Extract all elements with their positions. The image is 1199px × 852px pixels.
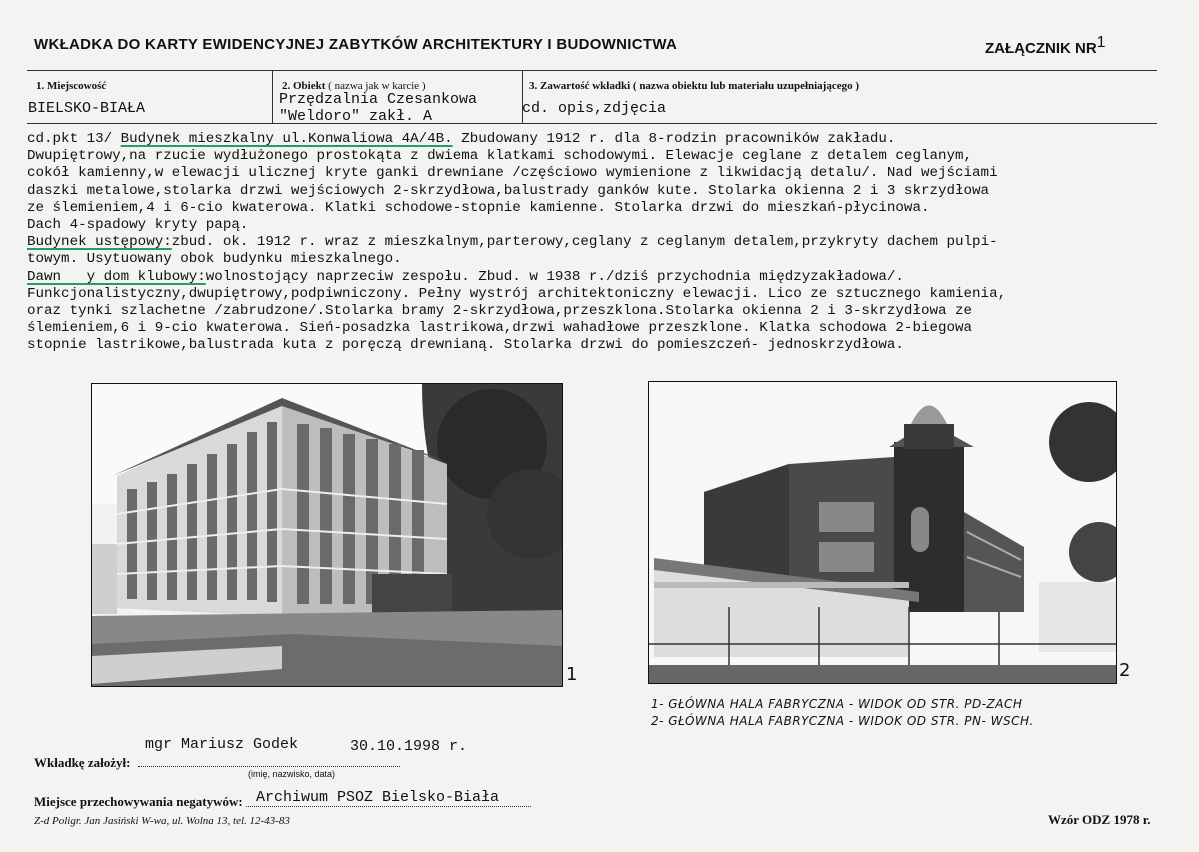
printer-info: Z-d Poligr. Jan Jasiński W-wa, ul. Wolna 13, tel. 12-43-83 bbox=[34, 815, 290, 827]
photo-caption-2: 2- GŁÓWNA HALA FABRYCZNA - WIDOK OD STR. PN- WSCH. bbox=[651, 714, 1034, 728]
body-line-7a: Budynek ustępowy: bbox=[27, 234, 172, 251]
table-top-rule bbox=[27, 70, 1157, 71]
body-line-13: stopnie lastrikowe,balustrada kuta z poręczą drewnianą. Stolarka drzwi do pomieszczeń- jednoskrzydłowa. bbox=[27, 337, 904, 354]
author-name: mgr Mariusz Godek bbox=[145, 736, 299, 753]
body-line-9b: wolnostojący naprzeciw zespołu. Zbud. w 1938 r./dziś przychodnia międzyzakładowa/. bbox=[205, 268, 904, 285]
photo-2-image bbox=[649, 382, 1116, 683]
photo-1-number: 1 bbox=[566, 664, 578, 685]
field-3-hint: ( nazwa obiektu lub materiału uzupełniającego ) bbox=[632, 80, 860, 92]
form-version: Wzór ODZ 1978 r. bbox=[1048, 812, 1151, 827]
body-line-1a: cd.pkt 13/ bbox=[27, 131, 121, 147]
field-2-label-text: 2. Obiekt bbox=[282, 80, 326, 92]
photo-caption-1: 1- GŁÓWNA HALA FABRYCZNA - WIDOK OD STR. PD-ZACH bbox=[651, 697, 1023, 711]
body-line-1c: Zbudowany 1912 r. dla 8-rodzin pracowników zakładu. bbox=[452, 131, 896, 147]
body-line-8: towym. Usytuowany obok budynku mieszkalnego. bbox=[27, 251, 402, 268]
author-date: 30.10.1998 r. bbox=[350, 738, 468, 755]
field-2-hint: ( nazwa jak w karcie ) bbox=[328, 80, 426, 92]
field-2-value-line-2: "Weldoro" zakł. A bbox=[279, 108, 433, 125]
attachment-number-value: 1 bbox=[1096, 34, 1106, 51]
body-line-7 bbox=[27, 234, 1187, 251]
photo-2 bbox=[648, 381, 1117, 684]
body-line-9a: Dawn y dom klubowy: bbox=[27, 268, 206, 285]
author-dotted-line bbox=[138, 765, 400, 767]
attachment-number bbox=[985, 34, 1106, 57]
body-line-12: ślemieniem,6 i 9-cio kwaterowa. Sień-posadzka lastrikowa,drzwi wahadłowe przeszklone. Klatka schodowa 2-biegowa bbox=[27, 320, 973, 337]
body-line-3: cokół kamienny,w elewacji ulicznej kryte ganki drewniane /częściowo wymienione z likwidacją detalu/. Nad wejściami bbox=[27, 165, 998, 182]
body-line-7b: zbud. ok. 1912 r. wraz z mieszkalnym,parterowy,ceglany z ceglanym detalem,przykryty dachem pulpi- bbox=[171, 234, 998, 251]
table-bottom-rule bbox=[27, 123, 1157, 124]
description-text bbox=[27, 131, 1187, 355]
body-line-1b: Budynek mieszkalny ul.Konwaliowa 4A/4B. bbox=[120, 131, 453, 147]
body-line-5: ze ślemieniem,4 i 6-cio kwaterowa. Klatki schodowe-stopnie kamienne. Stolarka drzwi do mieszkań-płycinowa. bbox=[27, 199, 930, 216]
field-3-value: cd. opis,zdjęcia bbox=[522, 100, 667, 117]
table-divider-1 bbox=[272, 70, 273, 124]
field-2-value bbox=[279, 91, 477, 125]
field-1-value: BIELSKO-BIAŁA bbox=[28, 100, 146, 117]
form-title: WKŁADKA DO KARTY EWIDENCYJNEJ ZABYTKÓW ARCHITEKTURY I BUDOWNICTWA bbox=[34, 36, 678, 53]
field-1-label: 1. Miejscowość bbox=[36, 80, 107, 92]
photo-1-image bbox=[92, 384, 562, 686]
attachment-label: ZAŁĄCZNIK NR bbox=[985, 40, 1097, 57]
body-line-4: daszki metalowe,stolarka drzwi wejściowych 2-skrzydłowa,balustrady ganków kute. Stolarka okienna 2 i 3 skrzydłowa bbox=[27, 182, 990, 199]
body-line-10: Funkcjonalistyczny,dwupiętrowy,podpiwniczony. Pełny wystrój architektoniczny elewacji. Lico ze sztucznego kamienia, bbox=[27, 285, 1007, 302]
author-hint: (imię, nazwisko, data) bbox=[248, 769, 336, 779]
photo-1 bbox=[91, 383, 563, 687]
field-3-label bbox=[529, 80, 859, 92]
negatives-dotted-line bbox=[246, 805, 531, 807]
photo-2-number: 2 bbox=[1119, 660, 1131, 681]
body-line-9 bbox=[27, 269, 1187, 286]
body-line-2: Dwupiętrowy,na rzucie wydłużonego prostokąta z dwiema klatkami schodowymi. Elewacje ceglane z detalem ceglanym, bbox=[27, 148, 973, 165]
field-2-value-line-1: Przędzalnia Czesankowa bbox=[279, 91, 478, 108]
body-line bbox=[27, 131, 1187, 148]
negatives-value: Archiwum PSOZ Bielsko-Biała bbox=[256, 789, 500, 806]
field-3-label-text: 3. Zawartość wkładki bbox=[529, 80, 631, 92]
author-label: Wkładkę założył: bbox=[34, 755, 131, 770]
negatives-label: Miejsce przechowywania negatywów: bbox=[34, 794, 243, 809]
body-line-11: oraz tynki szlachetne /zabrudzone/.Stolarka bramy 2-skrzydłowa,przeszklona.Stolarka okienna 2 i 3-skrzydłowa ze bbox=[27, 303, 973, 320]
body-line-6: Dach 4-spadowy kryty papą. bbox=[27, 217, 249, 234]
